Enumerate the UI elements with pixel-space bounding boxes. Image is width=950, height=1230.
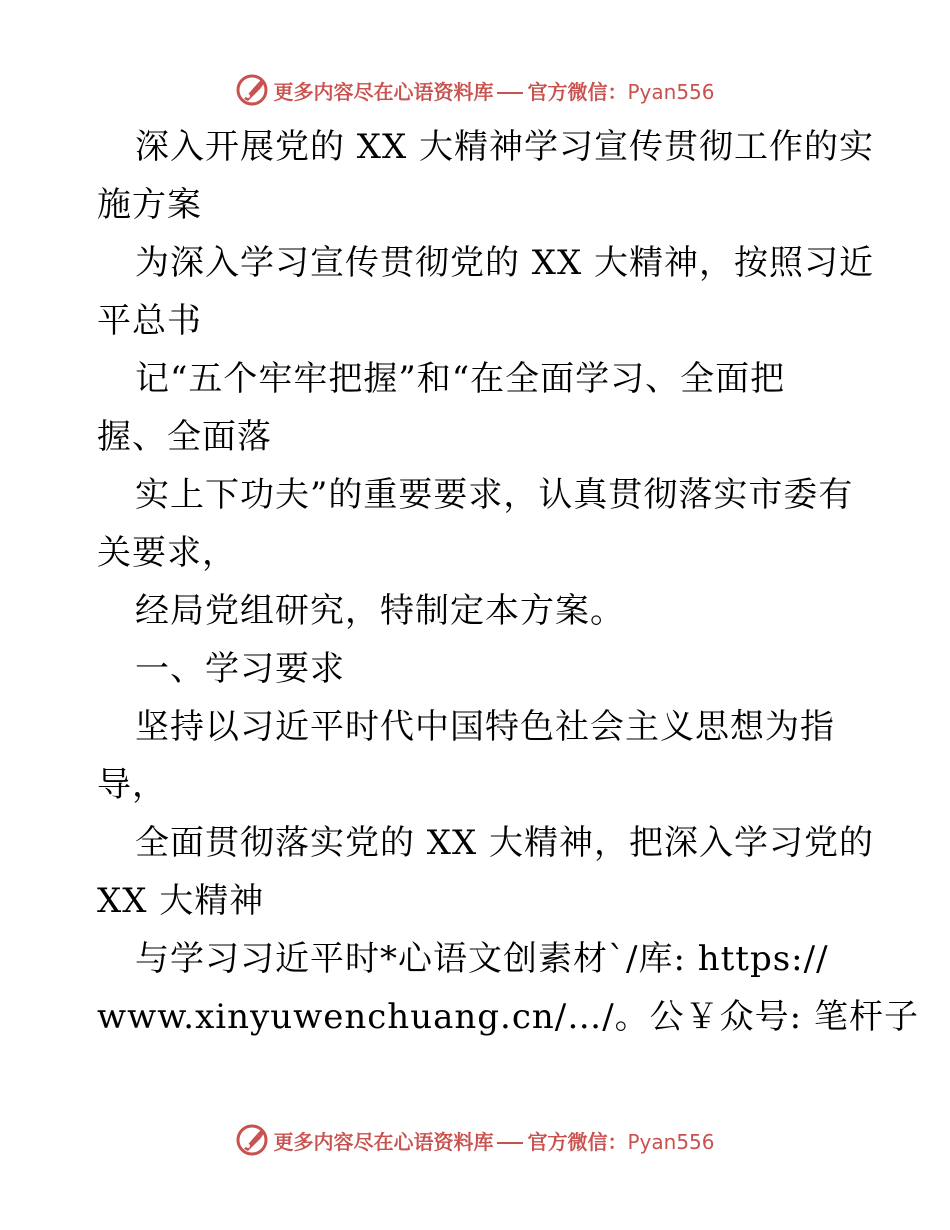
doc-line-paragraph: XX 大精神	[97, 881, 265, 921]
banner-title: 更多内容尽在心语资料库	[273, 1129, 494, 1154]
pen-nib-seal-icon	[235, 73, 269, 107]
doc-line-paragraph: 记“五个牢牢把握”和“在全面学习、全面把	[135, 359, 786, 399]
doc-line-title-2: 施方案	[97, 185, 202, 225]
doc-line-title-1: 深入开展党的 XX 大精神学习宣传贯彻工作的实	[135, 127, 875, 167]
banner-wechat-label: 官方微信：	[527, 79, 628, 104]
doc-line-paragraph: www.xinyuwenchuang.cn/…/。公￥众号: 笔杆子	[97, 997, 919, 1037]
banner-wechat-label: 官方微信：	[527, 1129, 628, 1154]
doc-line-paragraph: 为深入学习宣传贯彻党的 XX 大精神，按照习近	[135, 243, 875, 283]
doc-line-paragraph: 平总书	[97, 301, 202, 341]
banner-wechat-id: Pyan556	[627, 79, 715, 104]
doc-line-paragraph: 坚持以习近平时代中国特色社会主义思想为指	[135, 707, 835, 747]
footer-banner	[0, 1120, 950, 1160]
doc-line-paragraph: 经局党组研究，特制定本方案。	[135, 591, 625, 631]
doc-line-paragraph: 全面贯彻落实党的 XX 大精神，把深入学习党的	[135, 823, 875, 863]
banner-wechat-id: Pyan556	[627, 1129, 715, 1154]
doc-line-paragraph: 与学习习近平时*心语文创素材`/库: https://	[135, 939, 829, 979]
document-body	[97, 118, 919, 1046]
banner-divider	[497, 1142, 523, 1144]
header-banner	[0, 70, 950, 110]
banner-title: 更多内容尽在心语资料库	[273, 79, 494, 104]
doc-line-paragraph: 导，	[97, 765, 167, 805]
pen-nib-seal-icon	[235, 1123, 269, 1157]
doc-line-paragraph: 握、全面落	[97, 417, 272, 457]
doc-line-section-heading: 一、学习要求	[135, 649, 345, 689]
banner-divider	[497, 92, 523, 94]
doc-line-paragraph: 关要求，	[97, 533, 237, 573]
doc-line-paragraph: 实上下功夫”的重要要求，认真贯彻落实市委有	[135, 475, 854, 515]
